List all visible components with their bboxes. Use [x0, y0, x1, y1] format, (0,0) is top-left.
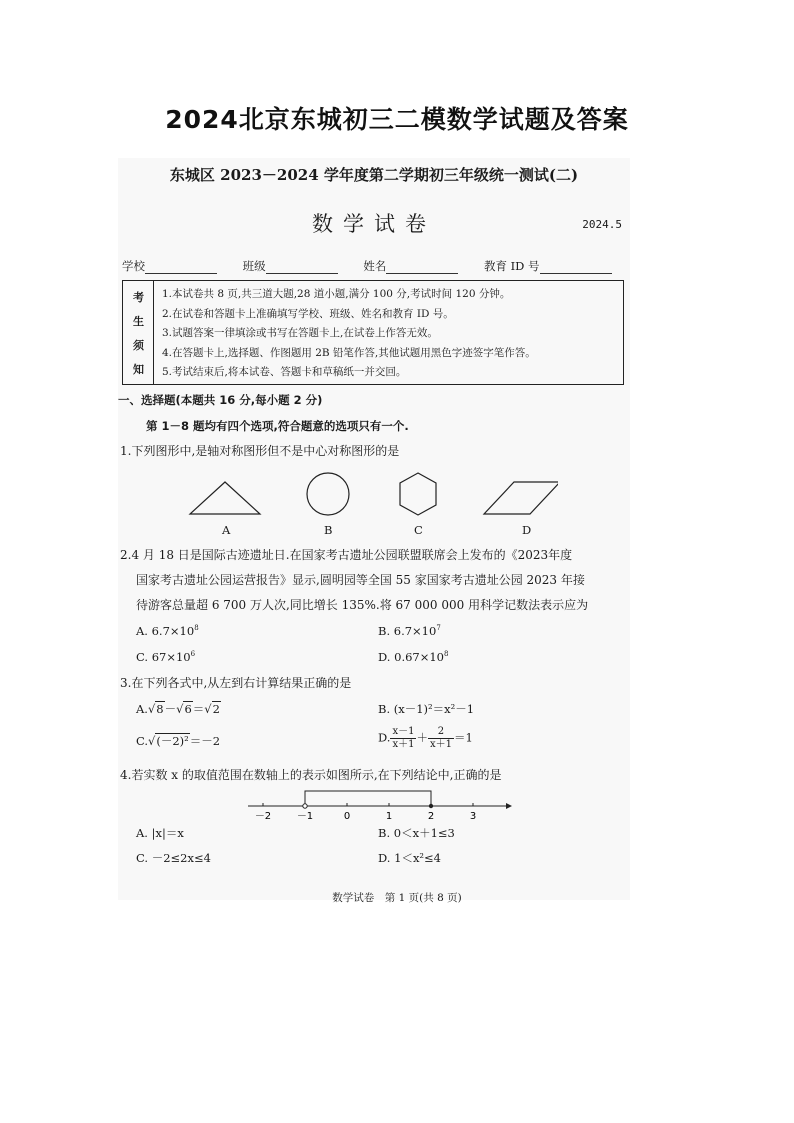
hexagon-shape [400, 473, 436, 515]
figure-label-b: B [324, 523, 333, 537]
q4-option-a: A. |x|＝x [136, 826, 184, 840]
q2-option-c: C. $67\times 10^6$ [136, 650, 196, 664]
field-name: 姓名 [363, 258, 458, 274]
field-school: 学校 [122, 258, 217, 274]
circle-shape [307, 473, 349, 515]
figure-label-c: C [414, 523, 423, 537]
tick-label: －2 [254, 811, 272, 820]
range-bracket [305, 791, 431, 806]
q4-option-c: C. －2≤2x≤4 [136, 851, 211, 865]
notice-item: 3.试题答案一律填涂或书写在答题卡上,在试卷上作答无效。 [162, 327, 438, 339]
exam-date: 2024.5 [582, 218, 622, 231]
question-1-figures [178, 470, 558, 520]
notice-item: 1.本试卷共 8 页,共三道大题,28 道小题,满分 100 分,考试时间 120 分钟。 [162, 288, 511, 300]
paper-title: 数学试卷 [312, 212, 436, 236]
page-footer: 数学试卷 第 1 页(共 8 页) [332, 892, 462, 904]
section-instruction: 第 1－8 题均有四个选项,符合题意的选项只有一个. [146, 419, 409, 433]
exam-notice-box [122, 280, 624, 385]
student-info-fields [122, 258, 612, 274]
notice-item: 2.在试卷和答题卡上准确填写学校、班级、姓名和教育 ID 号。 [162, 307, 454, 320]
exam-page-scan [118, 158, 630, 900]
exam-subtitle: 东城区 2023－2024 学年度第二学期初三年级统一测试(二) [169, 166, 579, 184]
notice-label: 考 生 须 知 [123, 281, 154, 384]
q2-option-a: A. $6.7\times 10^8$ [136, 624, 199, 638]
open-endpoint [303, 804, 307, 808]
field-edu-id: 教育 ID 号 [484, 258, 612, 274]
q3-option-d: D. $\frac{x-1}{x+1}$ ＋ $\frac{2}{x+1}$ ＝1 [378, 726, 473, 750]
q3-option-b: B. (x－1)²＝x²－1 [378, 702, 475, 716]
figure-label-a: A [222, 523, 231, 537]
document-title: 2024北京东城初三二模数学试题及答案 [165, 105, 629, 134]
question-3-text: 3.在下列各式中,从左到右计算结果正确的是 [120, 676, 352, 690]
section-heading: 一、选择题(本题共 16 分,每小题 2 分) [118, 393, 323, 407]
q3-option-a: A.√8－√6＝√2 [136, 702, 220, 716]
triangle-shape [190, 482, 260, 514]
number-line-figure [238, 786, 518, 820]
question-4-text: 4.若实数 x 的取值范围在数轴上的表示如图所示,在下列结论中,正确的是 [120, 768, 502, 782]
closed-endpoint [429, 804, 433, 808]
notice-item: 5.考试结束后,将本试卷、答题卡和草稿纸一并交回。 [162, 366, 407, 378]
q3-option-c: C.√(－2)²＝－2 [136, 734, 221, 748]
question-2-text: 2.4 月 18 日是国际古迹遗址日.在国家考古遗址公园联盟联席会上发布的《2023年度 国家考古遗址公园运营报告》显示,圆明园等全国 55 家国家考古遗址公园 2023 年接 待游客总量超 6 700 万人次,同比增长 135%.将 67 000 000 用科学记数法表示应为 [120, 548, 589, 612]
tick-label: 2 [427, 811, 435, 820]
field-class: 班级 [243, 258, 338, 274]
figure-label-d: D [522, 523, 532, 537]
arrow-icon [506, 803, 512, 809]
question-1-text: 1.下列图形中,是轴对称图形但不是中心对称图形的是 [120, 444, 400, 458]
tick-label: 1 [385, 811, 393, 820]
tick-label: －1 [296, 811, 314, 820]
q2-option-b: B. $6.7\times 10^7$ [378, 624, 441, 638]
notice-item: 4.在答题卡上,选择题、作图题用 2B 铅笔作答,其他试题用黑色字迹签字笔作答。 [162, 346, 536, 359]
notice-items [162, 285, 536, 383]
parallelogram-shape [484, 482, 558, 514]
q4-option-d: D. 1＜x²≤4 [378, 851, 441, 865]
q2-option-d: D. $0.67\times 10^8$ [378, 650, 449, 664]
q4-option-b: B. 0＜x＋1≤3 [378, 826, 455, 840]
tick-label: 3 [469, 811, 477, 820]
tick-label: 0 [343, 811, 351, 820]
